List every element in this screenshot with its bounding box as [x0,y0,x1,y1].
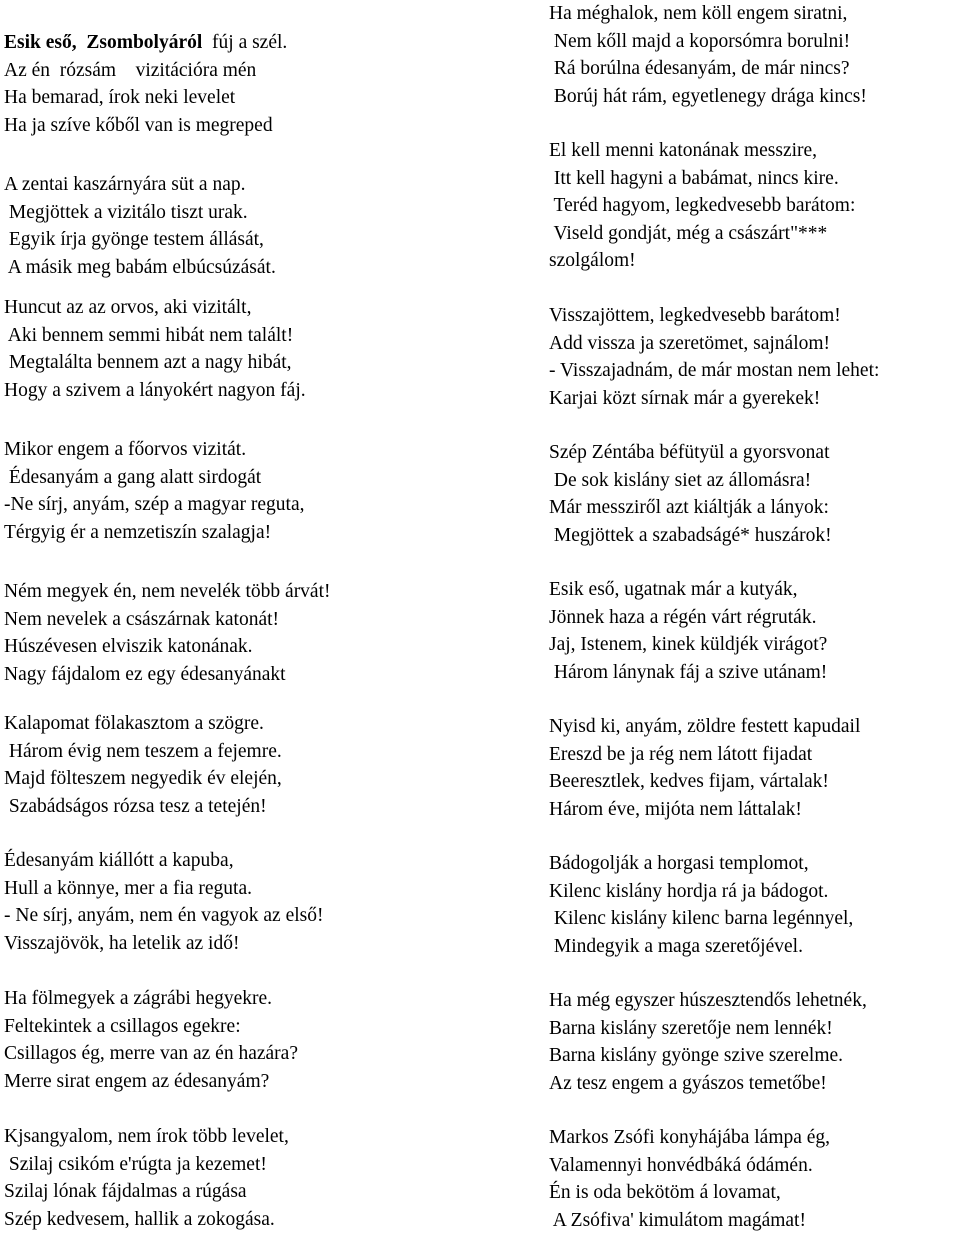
poem-line [549,850,853,878]
poem-line [549,0,867,28]
poem-line [4,930,323,958]
poem-line [549,796,860,824]
poem-line [4,765,282,793]
line-text: Kjsangyalom, nem írok több levelet, [4,1126,289,1147]
line-text: Mindegyik a maga szeretőjével. [549,935,803,957]
stanza [549,1124,830,1234]
line-text: Nem kőll majd a koporsómra borulni! [549,30,851,52]
poem-line [549,55,867,83]
poem-line [4,1013,298,1041]
poem-line [549,165,855,193]
poem-line [549,1207,830,1234]
poem-line [4,1178,289,1206]
poem-line [4,793,282,821]
poem-line [4,985,298,1013]
line-text: Megjöttek a szabadságé* huszárok! [549,524,832,546]
poem-line [549,1070,867,1098]
line-text: Hull a könnye, mer a fia reguta. [4,877,252,899]
poem-line [4,377,306,405]
line-text: Visszajöttem, legkedvesebb barátom! [549,305,841,326]
line-text: -Ne sírj, anyám, szép a magyar reguta, [4,494,305,515]
stanza [4,578,331,688]
poem-line [4,171,276,199]
line-text: Kalapomat fölakasztom a szögre. [4,713,264,734]
poem-line [4,710,282,738]
line-text: Viseld gondját, még a császárt"*** [549,222,828,244]
poem-line [549,494,832,522]
line-text: A másik meg babám elbúcsúzását. [4,256,276,278]
line-text: Valamennyi honvédbáká ódámén. [549,1154,813,1176]
line-text: Az én rózsám vizitációra mén [4,59,257,81]
line-text: A Zsófiva' kimulátom magámat! [549,1209,806,1231]
poem-line [549,1015,867,1043]
poem-line [549,576,827,604]
stanza [4,171,276,281]
line-text: Visszajövök, ha letelik az idő! [4,932,240,954]
stanza [4,985,298,1095]
stanza [4,294,306,404]
stanza [549,439,832,549]
line-text: Esik eső, ugatnak már a kutyák, [549,579,798,600]
stanza [549,0,867,110]
line-text: A zentai kaszárnyára süt a nap. [4,174,246,195]
line-text: Rá borúlna édesanyám, de már nincs? [549,58,850,79]
line-text: Ha bemarad, írok neki levelet [4,87,236,108]
line-text: Huncut az az orvos, aki vizitált, [4,297,252,318]
line-text: Kilenc kislány kilenc barna legénnyel, [549,908,854,929]
poem-line [549,357,879,385]
line-text: Nagy fájdalom ez egy édesanyánakt [4,663,286,685]
stanza [4,1123,289,1233]
poem-line [549,878,853,906]
line-text: De sok kislány siet az állomásra! [549,469,812,491]
line-text: Egyik írja gyönge testem állását, [4,229,264,250]
poem-line [549,247,855,275]
poem-line [549,467,832,495]
poem-line [549,220,855,248]
poem-line [4,254,276,282]
line-text: Feltekintek a csillagos egekre: [4,1015,241,1037]
poem-line [4,578,331,606]
line-text: Édesanyám kiállótt a kapuba, [4,850,234,871]
poem-line [4,1123,289,1151]
poem-line [4,294,306,322]
poem-line [4,738,282,766]
poem-line [4,226,276,254]
line-text: szolgálom! [549,250,636,271]
line-text: Jönnek haza a régén várt régruták. [549,606,817,628]
poem-line [4,661,331,689]
line-text: Beeresztlek, kedves fijam, vártalak! [549,771,829,792]
poem-line [549,28,867,56]
bold-text: Esik eső, Zsombolyáról [4,32,203,53]
line-text: Nyisd ki, anyám, zöldre festett kapudail [549,716,861,737]
line-text: Borúj hát rám, egyetlenegy drága kincs! [549,85,867,107]
line-text: Barna kislány szeretője nem lennék! [549,1017,833,1039]
line-text: Én is oda bekötöm á lovamat, [549,1182,781,1203]
line-text: Ha méghalok, nem köll engem siratni, [549,3,848,24]
poem-line [4,112,287,140]
line-text: Ném megyek én, nem nevelék több árvát! [4,581,331,602]
line-text: Bádogolják a horgasi templomot, [549,853,809,874]
stanza [549,713,860,823]
line-text: Szép kedvesem, hallik a zokogása. [4,1208,275,1230]
line-text: Mikor engem a főorvos vizitát. [4,439,247,460]
poem-line [549,604,827,632]
line-text: Csillagos ég, merre van az én hazára? [4,1043,298,1064]
line-text: Ha fölmegyek a zágrábi hegyekre. [4,988,272,1009]
line-text: Édesanyám a gang alatt sirdogát [4,466,262,488]
poem-line [4,875,323,903]
line-text: Karjai közt sírnak már a gyerekek! [549,387,821,409]
poem-line [549,713,860,741]
line-text: Szilaj csikóm e'rúgta ja kezemet! [4,1153,267,1175]
poem-line [4,491,305,519]
line-text: Merre sirat engem az édesanyám? [4,1070,270,1092]
line-text: Megjöttek a vizitálo tiszt urak. [4,201,248,223]
poem-line [4,1040,298,1068]
poem-line [549,905,853,933]
line-text: fúj a szél. [202,32,288,53]
poem-line [4,57,287,85]
stanza [549,137,855,275]
poem-line [549,1179,830,1207]
poem-line [4,1206,289,1234]
line-text: Markos Zsófi konyhájába lámpa ég, [549,1127,831,1148]
line-text: Ha még egyszer húszesztendős lehetnék, [549,990,867,1011]
poem-line [549,659,827,687]
poem-line [549,83,867,111]
poem-line [4,1068,298,1096]
poem-line [549,1124,830,1152]
line-text: Húszévesen elviszik katonának. [4,636,253,657]
poem-line [549,1152,830,1180]
line-text: Az tesz engem a gyászos temetőbe! [549,1072,827,1094]
poem-line [549,741,860,769]
poem-line [549,330,879,358]
stanza [4,710,282,820]
poem-line [4,322,306,350]
poem-line [549,987,867,1015]
poem-line [549,522,832,550]
line-text: Teréd hagyom, legkedvesebb barátom: [549,195,856,216]
poem-line [549,192,855,220]
stanza [549,576,827,686]
poem-line [549,631,827,659]
poem-line [549,137,855,165]
line-text: Barna kislány gyönge szive szerelme. [549,1045,844,1066]
line-text: Aki bennem semmi hibát nem talált! [4,324,294,346]
line-text: Nem nevelek a császárnak katonát! [4,608,280,630]
line-text: Szép Zéntába béfütyül a gyorsvonat [549,442,830,463]
line-text: Három évig nem teszem a fejemre. [4,740,282,762]
poem-line [4,84,287,112]
poem-line [549,302,879,330]
poem-line [4,519,305,547]
poem-line [4,199,276,227]
line-text: - Visszajadnám, de már mostan nem lehet: [549,360,880,381]
line-text: Szabádságos rózsa tesz a tetején! [4,795,267,817]
line-text: Kilenc kislány hordja rá ja bádogot. [549,880,829,902]
poem-line [4,436,305,464]
stanza [549,987,867,1097]
poem-line [549,768,860,796]
poem-line [4,464,305,492]
line-text: El kell menni katonának messzire, [549,140,818,161]
line-text: Térgyig ér a nemzetiszín szalagja! [4,521,272,543]
line-text: Majd fölteszem negyedik év elején, [4,768,282,789]
poem-line [549,439,832,467]
poem-line [4,902,323,930]
line-text: Ereszd be ja rég nem látott fijadat [549,743,813,765]
poem-line [4,847,323,875]
poem-line [549,1042,867,1070]
line-text: Három lánynak fáj a szive utánam! [549,661,828,683]
line-text: Szilaj lónak fájdalmas a rúgása [4,1181,247,1202]
line-text: Hogy a szivem a lányokért nagyon fáj. [4,379,306,401]
stanza [549,302,879,412]
line-text: Három éve, mijóta nem láttalak! [549,798,802,820]
stanza [4,847,323,957]
line-text: Már messziről azt kiáltják a lányok: [549,497,829,518]
stanza [4,29,287,139]
poem-line [4,1151,289,1179]
poem-line [4,606,331,634]
line-text: Ha ja szíve kőből van is megreped [4,114,273,136]
stanza [549,850,853,960]
line-text: Add vissza ja szeretömet, sajnálom! [549,332,831,354]
line-text: - Ne sírj, anyám, nem én vagyok az első! [4,905,324,926]
poem-line [4,349,306,377]
poem-line [4,29,287,57]
poem-line [549,385,879,413]
line-text: Itt kell hagyni a babámat, nincs kire. [549,167,839,189]
line-text: Megtalálta bennem azt a nagy hibát, [4,352,292,373]
poem-line [549,933,853,961]
poem-line [4,633,331,661]
stanza [4,436,305,546]
line-text: Jaj, Istenem, kinek küldjék virágot? [549,634,828,655]
